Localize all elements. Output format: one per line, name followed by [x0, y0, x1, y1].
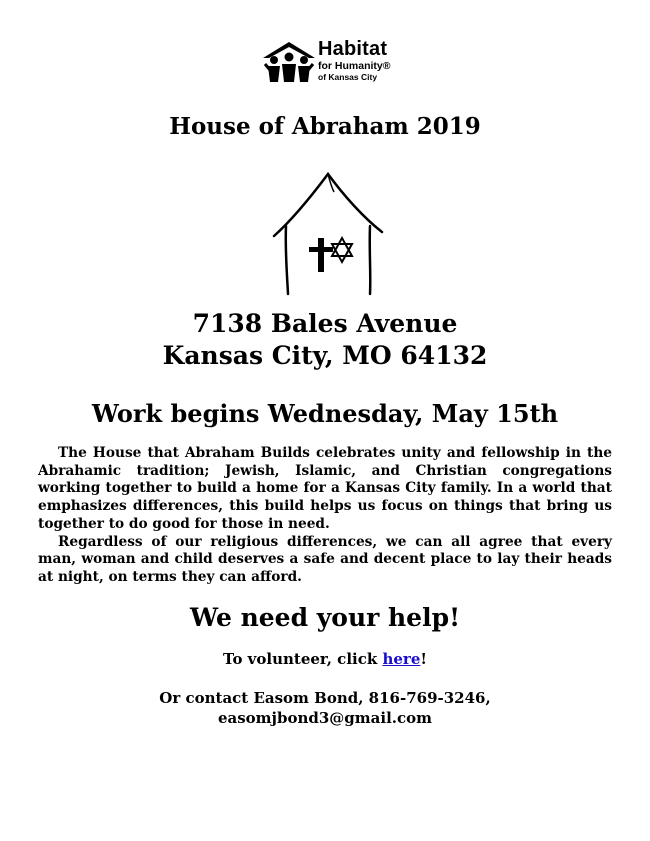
logo-text	[318, 38, 391, 82]
work-start-date: Work begins Wednesday, May 15th	[91, 399, 559, 428]
habitat-logo	[262, 38, 402, 96]
contact-email: easomjbond3@gmail.com	[217, 709, 433, 727]
contact-info	[0, 688, 650, 728]
volunteer-suffix: !	[420, 650, 427, 668]
call-to-action: We need your help!	[189, 603, 461, 632]
address-city: Kansas City, MO 64132	[162, 341, 488, 370]
house-with-faith-symbols-icon	[272, 170, 384, 296]
logo-city: of Kansas City	[318, 72, 378, 82]
volunteer-link[interactable]: here	[382, 650, 421, 668]
description-paragraph-2: Regardless of our religious differences, we can all agree that every man, woman and child deserves a safe and decent place to lay their heads at night, on terms they can afford.	[38, 533, 612, 585]
contact-name-phone: Or contact Easom Bond, 816-769-3246,	[159, 689, 491, 707]
logo-subtitle: for Humanity®	[318, 60, 391, 72]
logo-name: Habitat	[318, 38, 388, 60]
description-paragraph-1: The House that Abraham Builds celebrates unity and fellowship in the Abrahamic tradition; Jewish, Islamic, and Christian congregations working together to build a home for a Kansas City family. In a world that emphasizes differences, this build helps us focus on things that bring us together to do good for those in need.	[38, 445, 612, 532]
address-street: 7138 Bales Avenue	[192, 309, 458, 338]
volunteer-line	[0, 650, 650, 668]
habitat-house-people-icon	[262, 40, 316, 84]
description	[38, 445, 612, 587]
page-title: House of Abraham 2019	[169, 113, 481, 140]
address	[0, 308, 650, 372]
volunteer-prefix: To volunteer, click	[223, 650, 383, 668]
